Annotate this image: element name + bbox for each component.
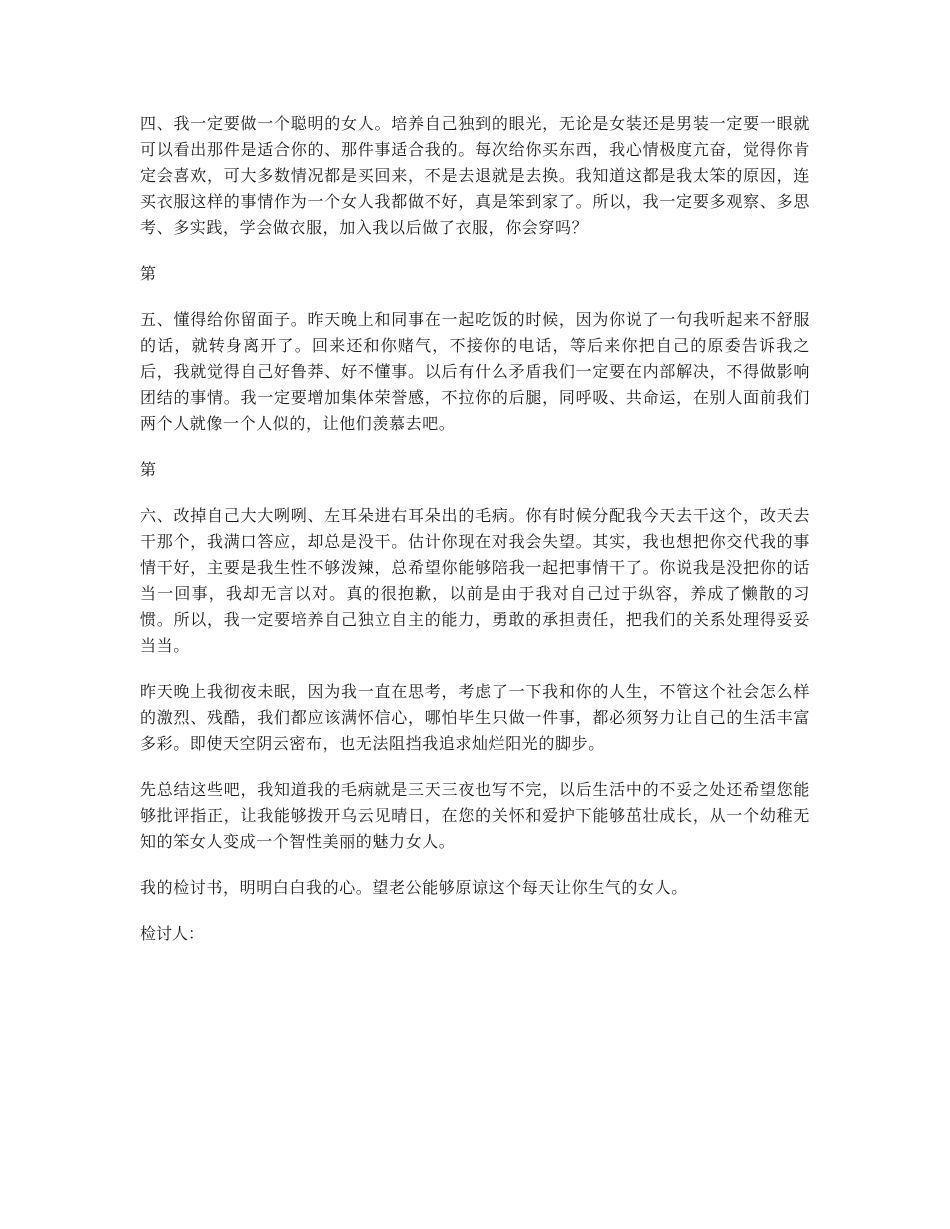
paragraph-summary: 先总结这些吧，我知道我的毛病就是三天三夜也写不完，以后生活中的不妥之处还希望您能够批评指正，让我能够拨开乌云见晴日，在您的关怀和爱护下能够茁壮成长，从一个幼稚无知的笨女人变成一个智性美丽的魅力女人。 bbox=[140, 780, 810, 851]
paragraph-heading-fragment: 第 bbox=[140, 264, 157, 283]
paragraph-point-five: 五、懂得给你留面子。昨天晚上和同事在一起吃饭的时候，因为你说了一句我听起来不舒服的话，就转身离开了。回来还和你赌气，不接你的电话，等后来你把自己的原委告诉我之后，我就觉得自己好鲁莽、好不懂事。以后有什么矛盾我们一定要在内部解决，不得做影响团结的事情。我一定要增加集体荣誉感，不拉你的后腿，同呼吸、共命运，在别人面前我们两个人就像一个人似的，让他们羡慕去吧。 bbox=[140, 310, 810, 433]
paragraph-heading-fragment: 第 bbox=[140, 460, 157, 479]
paragraph-reflection: 昨天晚上我彻夜未眠，因为我一直在思考，考虑了一下我和你的人生，不管这个社会怎么样的激烈、残酷，我们都应该满怀信心，哪怕毕生只做一件事，都必须努力让自己的生活丰富多彩。即使天空阴云密布，也无法阻挡我追求灿烂阳光的脚步。 bbox=[140, 682, 810, 753]
signature-label: 检讨人： bbox=[140, 924, 205, 943]
paragraph-point-six: 六、改掉自己大大咧咧、左耳朵进右耳朵出的毛病。你有时候分配我今天去干这个，改天去干那个，我满口答应，却总是没干。估计你现在对我会失望。其实，我也想把你交代我的事情干好，主要是我生性不够泼辣，总希望你能够陪我一起把事情干了。你说我是没把你的话当一回事，我却无言以对。真的很抱歉，以前是由于我对自己过于纵容，养成了懒散的习惯。所以，我一定要培养自己独立自主的能力，勇敢的承担责任，把我们的关系处理得妥妥当当。 bbox=[140, 506, 810, 655]
paragraph-point-four: 四、我一定要做一个聪明的女人。培养自己独到的眼光，无论是女装还是男装一定要一眼就可以看出那件是适合你的、那件事适合我的。每次给你买东西，我心情极度亢奋，觉得你肯定会喜欢，可大多数情况都是买回来，不是去退就是去换。我知道这都是我太笨的原因，连买衣服这样的事情作为一个女人我都做不好，真是笨到家了。所以，我一定要多观察、多思考、多实践，学会做衣服，加入我以后做了衣服，你会穿吗？ bbox=[140, 114, 810, 237]
paragraph-closing: 我的检讨书，明明白白我的心。望老公能够原谅这个每天让你生气的女人。 bbox=[140, 878, 688, 897]
document-body bbox=[140, 111, 810, 967]
